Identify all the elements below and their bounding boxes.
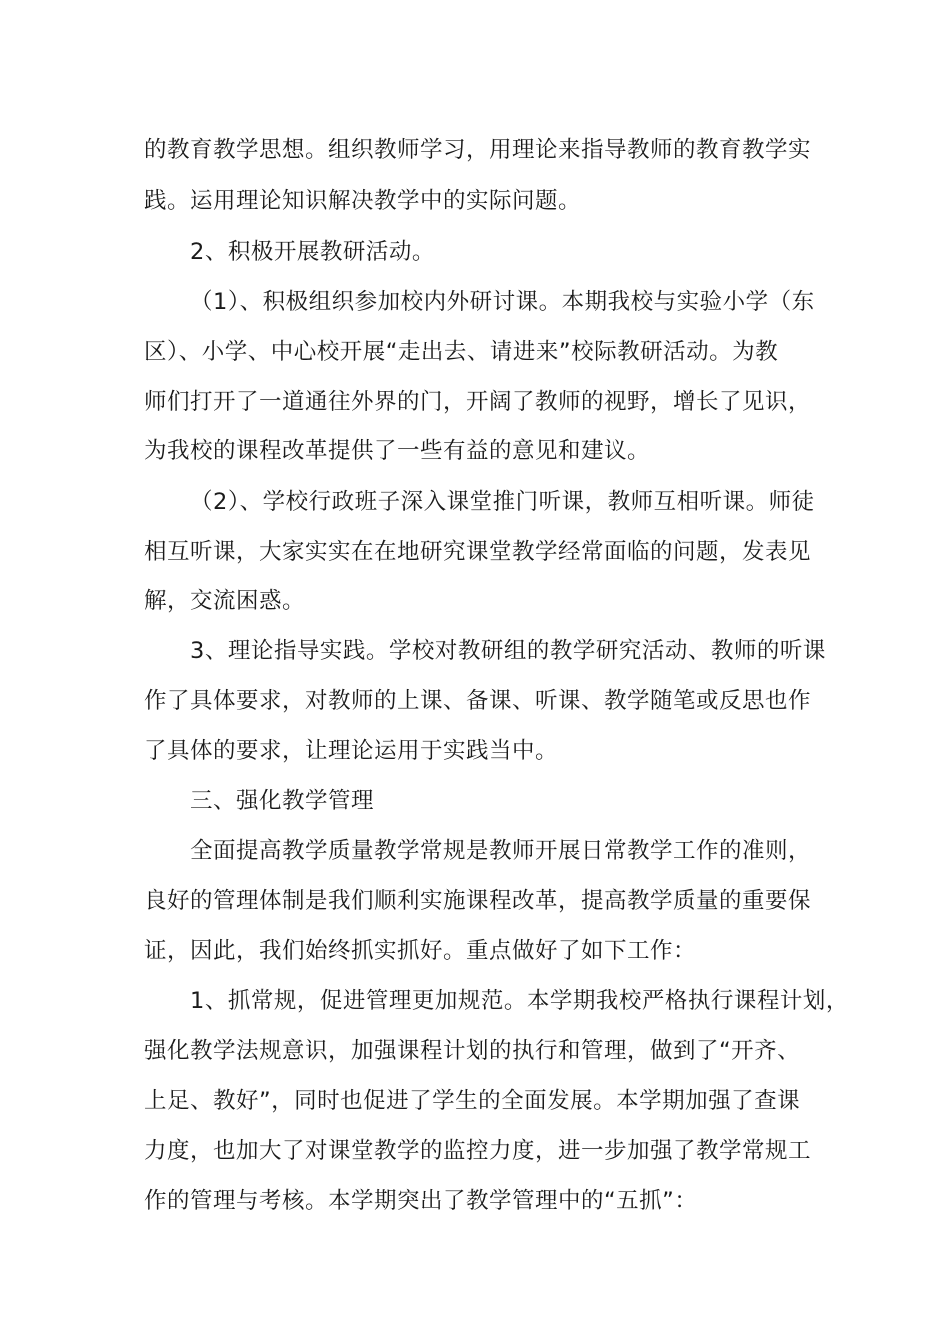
text-line: 力度，也加大了对课堂教学的监控力度，进一步加强了教学常规工 bbox=[144, 1138, 812, 1164]
text-line: 证，因此，我们始终抓实抓好。重点做好了如下工作： bbox=[144, 938, 697, 964]
text-line: 践。运用理论知识解决教学中的实际问题。 bbox=[144, 188, 582, 214]
section-heading: 2、积极开展教研活动。 bbox=[190, 239, 435, 265]
text-line: 上足、教好”，同时也促进了学生的全面发展。本学期加强了查课 bbox=[144, 1088, 801, 1114]
text-line: 为我校的课程改革提供了一些有益的意见和建议。 bbox=[144, 438, 651, 464]
text-line: 区）、小学、中心校开展“走出去、请进来”校际教研活动。为教 bbox=[144, 339, 779, 365]
text-line: 师们打开了一道通往外界的门，开阔了教师的视野，增长了见识， bbox=[144, 389, 812, 415]
text-line: 解，交流困惑。 bbox=[144, 588, 306, 614]
text-line: 了具体的要求，让理论运用于实践当中。 bbox=[144, 738, 559, 764]
section-heading: 三、强化教学管理 bbox=[190, 788, 375, 814]
text-line: 的教育教学思想。组织教师学习，用理论来指导教师的教育教学实 bbox=[144, 137, 812, 163]
text-line: 强化教学法规意识，加强课程计划的执行和管理，做到了“开齐、 bbox=[144, 1038, 801, 1064]
text-line: 良好的管理体制是我们顺利实施课程改革，提高教学质量的重要保 bbox=[144, 888, 812, 914]
text-line: （2）、学校行政班子深入课堂推门听课，教师互相听课。师徒 bbox=[190, 489, 815, 515]
text-line: 全面提高教学质量教学常规是教师开展日常教学工作的准则， bbox=[190, 838, 812, 864]
text-line: 相互听课，大家实实在在地研究课堂教学经常面临的问题，发表见 bbox=[144, 539, 812, 565]
text-line: （1）、积极组织参加校内外研讨课。本期我校与实验小学（东 bbox=[190, 289, 815, 315]
text-line: 作了具体要求，对教师的上课、备课、听课、教学随笔或反思也作 bbox=[144, 688, 812, 714]
text-line: 3、理论指导实践。学校对教研组的教学研究活动、教师的听课 bbox=[190, 638, 826, 664]
text-line: 1、抓常规，促进管理更加规范。本学期我校严格执行课程计划， bbox=[190, 988, 849, 1014]
text-line: 作的管理与考核。本学期突出了教学管理中的“五抓”： bbox=[144, 1188, 698, 1214]
